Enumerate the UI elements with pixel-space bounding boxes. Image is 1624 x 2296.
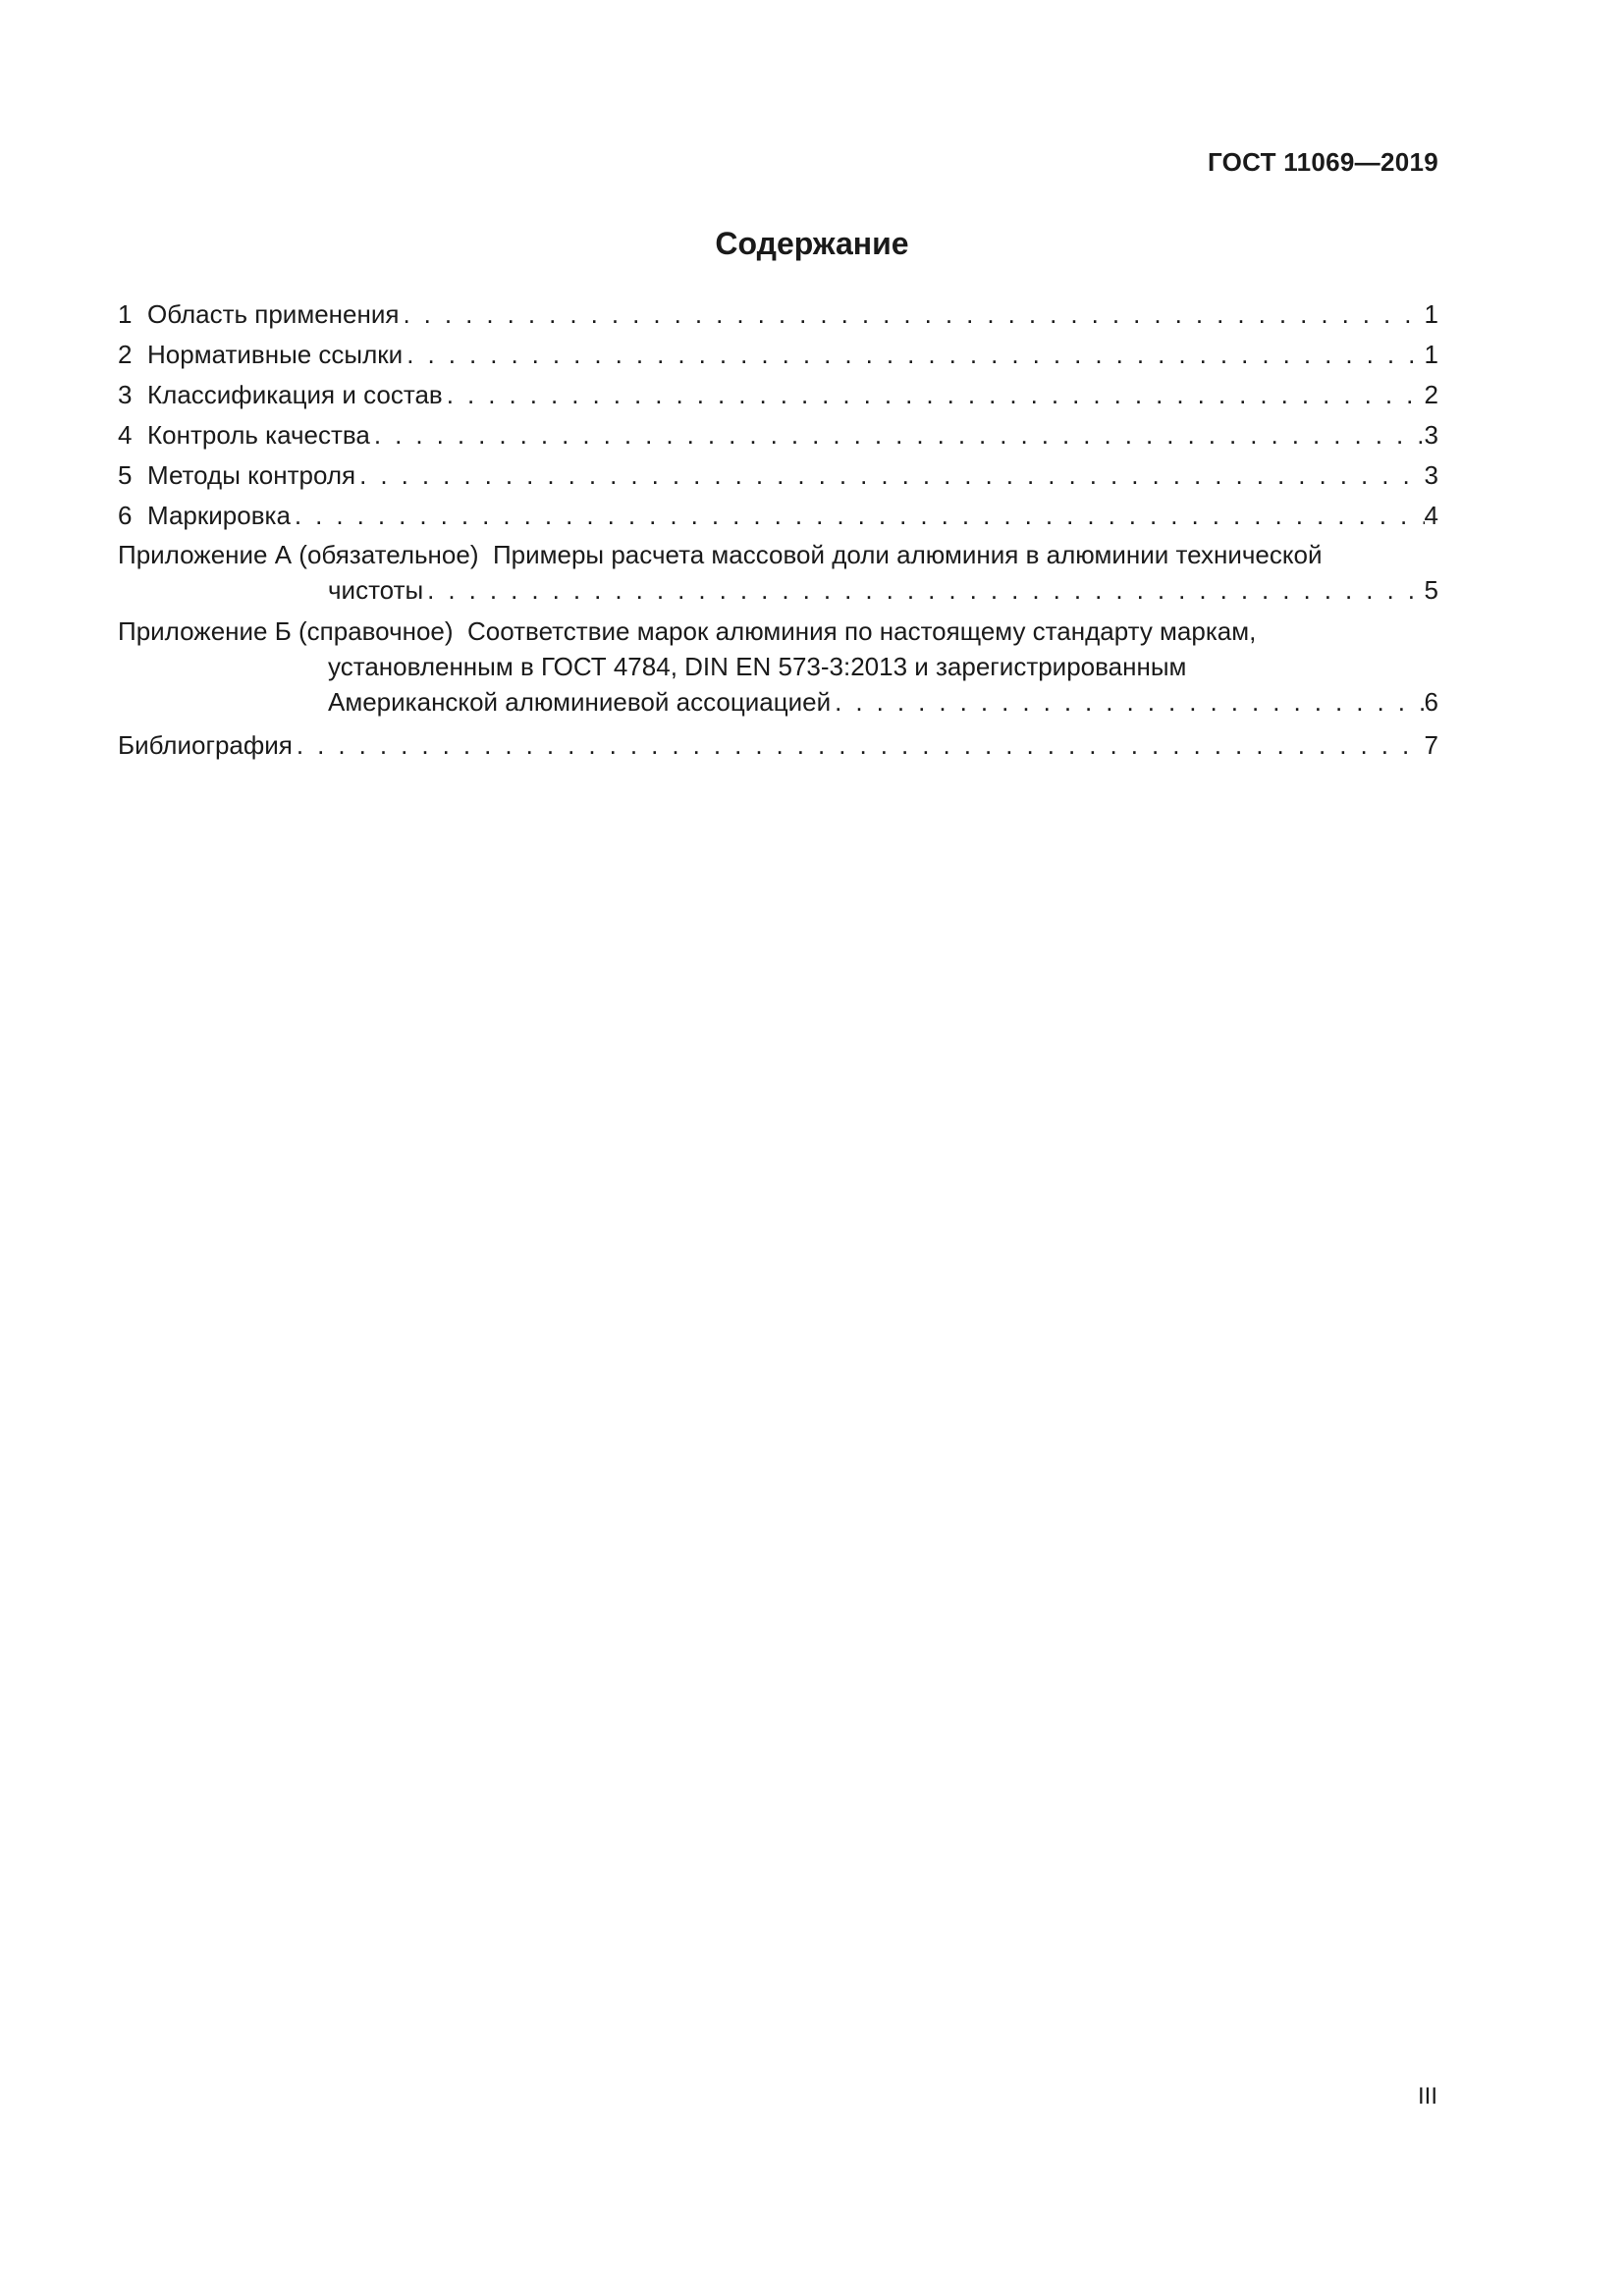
toc-entry-text: Классификация и состав: [147, 380, 443, 409]
annex-a-title-line1: Примеры расчета массовой доли алюминия в алюминии технической: [492, 540, 1323, 569]
toc-entry-number: 1: [118, 299, 133, 329]
toc-entry-2[interactable]: [118, 335, 1438, 375]
page-number: III: [1417, 2083, 1437, 2109]
toc-entry-page: 3: [1424, 420, 1438, 450]
toc-leader-dots: [423, 572, 1424, 608]
toc-entry-text: Библиография: [118, 730, 293, 760]
toc-entry-page: 1: [1424, 299, 1438, 329]
toc-entry-page: 5: [1424, 575, 1438, 605]
toc-entry-bibliography[interactable]: [118, 725, 1438, 766]
toc-entry-number: 4: [118, 420, 133, 450]
toc-entry-page: 3: [1424, 460, 1438, 490]
toc-entry-number: 2: [118, 340, 133, 369]
toc-entry-text: Область применения: [147, 299, 400, 329]
toc-entry-6[interactable]: [118, 496, 1438, 536]
toc-leader-dots: [355, 455, 1424, 496]
toc-leader-dots: [399, 294, 1424, 335]
toc-entry-5[interactable]: [118, 455, 1438, 496]
toc-entry-page: 2: [1424, 380, 1438, 409]
annex-a-prefix: Приложение А (обязательное): [118, 540, 479, 569]
toc-entry-page: 7: [1424, 730, 1438, 760]
toc-entry-page: 4: [1424, 501, 1438, 530]
toc-entry-number: 6: [118, 501, 133, 530]
toc-entry-text: Контроль качества: [147, 420, 370, 450]
toc-entry-annex-b[interactable]: [118, 614, 1438, 720]
annex-b-title-line1: Соответствие марок алюминия по настоящему стандарту маркам,: [467, 616, 1257, 646]
toc-entry-number: 5: [118, 460, 133, 490]
toc-entry-text: Маркировка: [147, 501, 291, 530]
toc-entry-annex-a[interactable]: [118, 537, 1438, 608]
toc-entry-text: Нормативные ссылки: [147, 340, 404, 369]
toc-entry-3[interactable]: [118, 375, 1438, 415]
toc-leader-dots: [403, 335, 1424, 375]
toc-leader-dots: [370, 415, 1425, 455]
annex-b-title-line3: Американской алюминиевой ассоциацией: [328, 687, 832, 717]
toc-leader-dots: [293, 725, 1425, 766]
document-id: ГОСТ 11069—2019: [1207, 147, 1438, 177]
annex-a-title-line2: чистоты: [328, 575, 424, 605]
toc-leader-dots: [443, 375, 1425, 415]
annex-b-title-line2: установленным в ГОСТ 4784, DIN EN 573-3:2013 и зарегистрированным: [328, 652, 1187, 681]
toc-entry-1[interactable]: [118, 294, 1438, 335]
toc-leader-dots: [291, 496, 1425, 536]
toc-leader-dots: [831, 684, 1424, 720]
annex-b-prefix: Приложение Б (справочное): [118, 616, 454, 646]
toc-entry-4[interactable]: [118, 415, 1438, 455]
toc-entry-number: 3: [118, 380, 133, 409]
table-of-contents: [118, 294, 1438, 766]
page-title: Содержание: [715, 226, 909, 261]
toc-entry-page: 1: [1424, 340, 1438, 369]
toc-entry-text: Методы контроля: [147, 460, 356, 490]
toc-entry-page: 6: [1424, 687, 1438, 717]
